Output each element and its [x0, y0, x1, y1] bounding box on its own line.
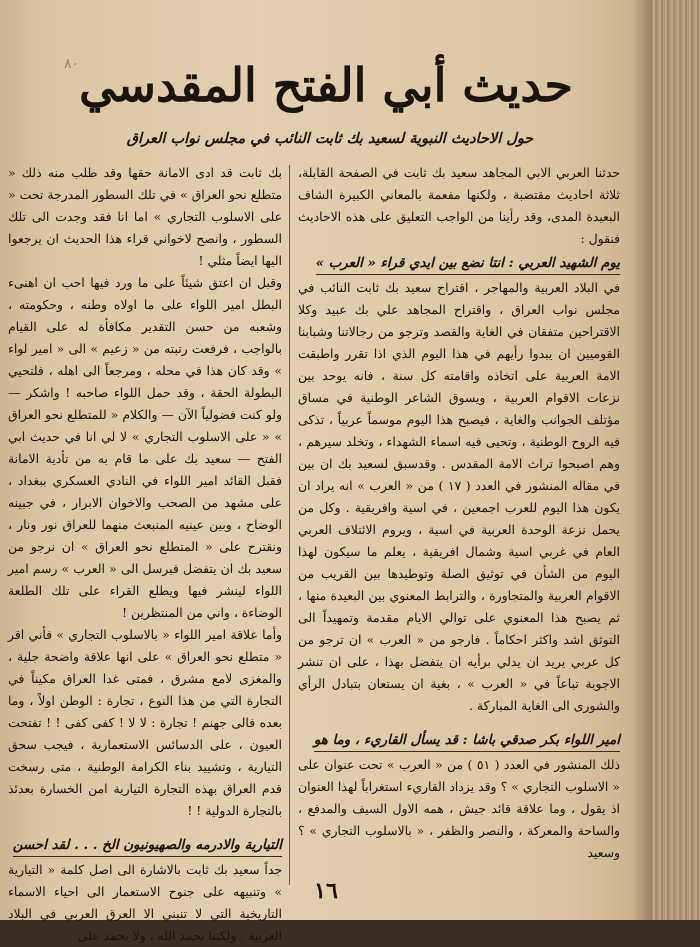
left-column [8, 162, 282, 947]
section-heading-tayyariya: التيارية والادرمه والصهيونيون الخ . . . لقد احسن [13, 834, 282, 857]
left-body-paragraph-1: بك ثابت قد ادى الامانة حقها وقد طلب منه ذلك « متطلع نحو العراق » في تلك السطور المدرجة تحت « على الاسلوب التجاري » اما انا فقد وجدت الى تلك السطور ، وانصح لاخواني قراء هذا الحديث ان يرجعوا اليها ايضاً مثلي ! [8, 165, 282, 268]
book-page-edges [652, 0, 700, 920]
spine-shadow [630, 0, 654, 920]
column-divider [289, 165, 290, 885]
left-body-paragraph-3: وأما علاقة امير اللواء « بالاسلوب التجاري » فأني اقر « متطلع نحو العراق » على انها علاقة واضحة جلية ، والمغزى لامع مشرق ، فمتى غدا العراق مكيناً في التجارة التي من هذا النوع ، تجارة : الوطن اولاً ، وما بعده فالى جهنم ! تجارة : لا لا ! كفى كفى ! ! تفتحت العيون ، على الدسائس الاستعمارية ، فيجب سحق التيارية ، وتشييد بناء الكرامة الوطنية ، متى رسخت قدم العراق بهذه التجارة التيارية امن الخسارة بعدئذ بالتجارة الدولية ! ! [8, 627, 282, 818]
left-body-paragraph-2: وقبل ان اعتق شيئاً على ما ورد فيها احب ان اهنىء البطل امير اللواء على ما اولاه وطنه ، وحكومته ، وشعبه من حسن التقدير مكافأة له على القيام بالواجب ، فرفعت رتبته من « زعيم » الى « امير لواء » وقد كان هذا في محله ، ومرجعاً الى اهله ، فلتحيي البطولة الحقة ، وقد حمل اللواء صاحبه ! واشكر — ولو كنت فضولياً الآن — والكلام « للمتطلع نحو العراق » « على الاسلوب التجاري » لا لي انا في حديث ابي الفتح — سعيد بك على ما قام به من تأدية الامانة فقبل القائد امير اللواء في النادي العسكري ببغداد ، على مشهد من الصحب والاخوان الابرار ، في جبينه الوضاح ، وبين عينيه المنبعث منهما للعراق نور ونار ، ونقترح على « المتطلع نحو العراق » ان نرجو من سعيد بك ان يتفضل فيرسل الى « العرب » رسم امير اللواء لينشر فيها ويطلع القراء على تلك الطلعة الوضاءة ، واني من المنتظرين ! [8, 275, 282, 620]
corner-mark: ٨٠ [64, 56, 80, 72]
article-subtitle: حول الاحاديث النبوية لسعيد بك ثابت النائب في مجلس نواب العراق [126, 130, 534, 147]
section-heading-martyr-day: يوم الشهيد العربي : انتا نضع بين ايدي قراء « العرب » [316, 252, 620, 275]
section-gap [8, 822, 282, 832]
right-body-paragraph-2: ذلك المنشور في العدد ( ٥١ ) من « العرب » تحت عنوان على « الاسلوب التجاري » ؟ وقد يزداد القاريء استغراباً لهذا العنوان اذ يقول ، وما علاقة قائد جيش ، همه الاول السيف والمدفع ، والساحة والمعركة ، والنصر والظفر ، « بالاسلوب التجاري » ؟ وسعيد [298, 757, 620, 860]
right-body-paragraph-1: في البلاد العربية والمهاجر ، اقتراح سعيد بك ثابت النائب في مجلس نواب العراق ، واقتراح المجاهد علي بك عبيد وكلا الاقتراحين متفقان في الغاية والقصد وترجو من رجالاتنا وشبابنا القوميين ان يبدوا رأيهم في هذا اليوم الذي اذا تقرر واطبقت الامة العربية على اتخاذه واقامته كل سنة ، فانه يوحد بين نزعات الاقوام العربية ، ويسوق الشاعر الوطنية في مساق مؤتلف الجوانب والغاية ، فيصبح هذا اليوم موسماً عربياً ، تذكى فيه الروح الوطنية ، وتحيى فيه اسماء الشهداء ، وتخلد سيرهم ، وهم اصبحوا تراث الامة المقدس . وقدسبق لسعيد بك ان بين في مقاله المنشور في العدد ( ١٧ ) من « العرب » انه يراد ان يكون هذا اليوم للعرب اجمعين ، في اسية وافريقية . وكل من يحمل نزعة الوحدة العربية في اسية ، ويروم الائتلاف العربي العام في غربي اسية وشمال افريقية ، يعلم ما سيكون لهذا اليوم من الشأن في توثيق الصلة وتوطيدها بين القريب من الاقوام العربية والمتجاورة ، والترابط المعنوي بين البعيدة منها ، ثم يصبح هذا المعنوي على توالي الايام مقدمة وتمهيداً الى التوثق اشد واكثر احكاماً . فارجو من « العرب » ان ترجو من كل عربي يريد ان يدلي برأيه ان يتفضل بهذا ، على ان تنشر الاجوبة تباعاً في « العرب » ، بغية ان يستعان بتبادل الرأي والشورى الى الغاية المباركة . [298, 280, 621, 713]
right-intro-paragraph: حدثنا العربي الابي المجاهد سعيد بك ثابت في الصفحة القابلة، ثلاثة احاديث مقتضبة ، ولكنها مفعمة بالمعاني الكبيرة الشاف البعيدة المدى، وقد رأينا من الواجب التعليق على هذه الاحاديث فنقول : [298, 165, 620, 246]
article-title: حديث أبي الفتح المقدسي [79, 58, 573, 112]
right-column [298, 162, 620, 864]
section-gap [298, 717, 620, 727]
page-number: ١٦ [314, 878, 338, 904]
left-body-paragraph-4: جداً سعيد بك ثابت بالاشارة الى اصل كلمة « التيارية » وتنبيهه على جنوح الاستعمار الى احياء الاسماء التاريخية التي لا تنبني الا العرق العربي في البلاد العربية . ولكننا نحمد الله ، ولا يحمد على [8, 862, 282, 943]
section-heading-bakr-sidqi: امير اللواء بكر صدقي باشا : قد يسأل القاريء ، وما هو [314, 729, 620, 752]
